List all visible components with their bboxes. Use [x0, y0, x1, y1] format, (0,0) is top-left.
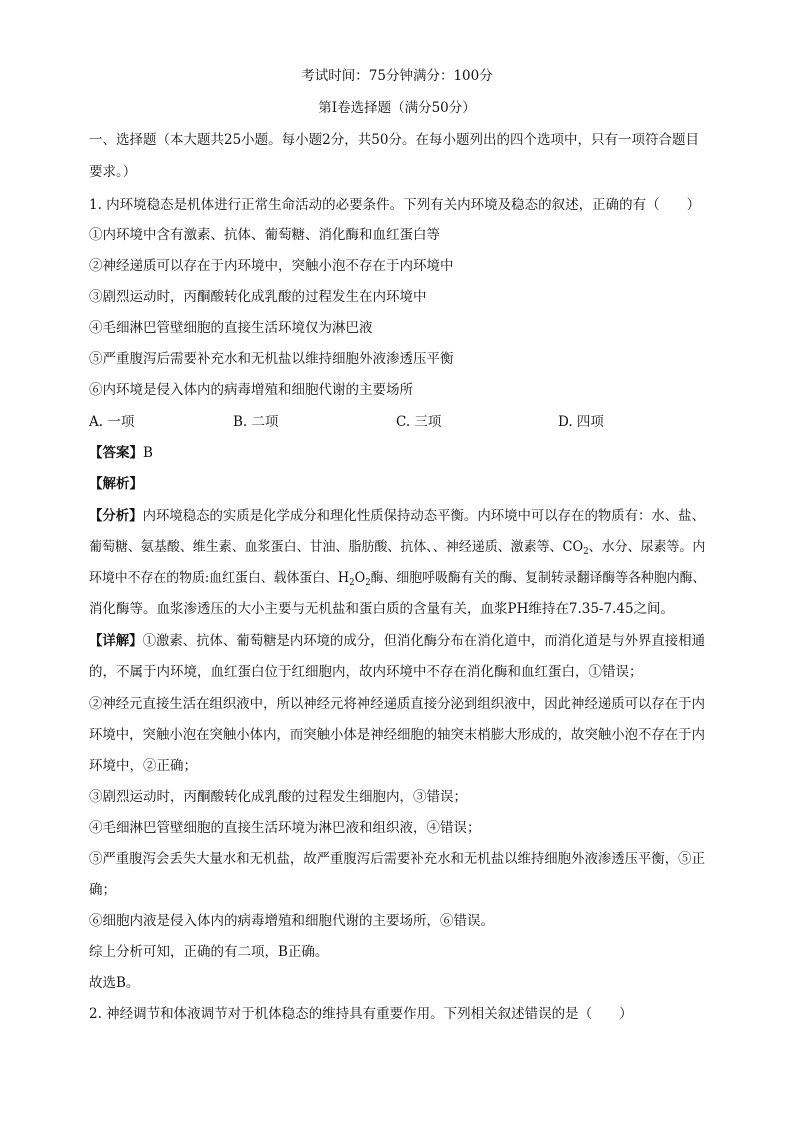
xiangjie-line-4: 环境中，突触小泡在突触小体内，而突触小体是神经细胞的轴突末梢膨大形成的，故突触小泡不存在于内 [89, 727, 705, 743]
analysis-tag: 【解析】 [89, 476, 143, 492]
xiangjie-line-9: 确； [89, 882, 116, 898]
xiangjie-line-8: ⑤严重腹泻会丢失大量水和无机盐，故严重腹泻后需要补充水和无机盐以维持细胞外液渗透压平衡，⑤正 [89, 851, 705, 867]
q1-statement-5: ⑤严重腹泻后需要补充水和无机盐以维持细胞外液渗透压平衡 [89, 351, 454, 367]
choose-line: 故选B。 [89, 975, 140, 991]
fenxi-text-3b: O [354, 570, 366, 586]
summary-line: 综上分析可知，正确的有二项，B正确。 [89, 944, 329, 960]
fenxi-text-3a: 环境中不存在的物质:血红蛋白、载体蛋白、H [89, 570, 350, 586]
xiangjie-line-1 [89, 631, 705, 651]
q1-option-c: C. 三项 [396, 414, 442, 430]
co2-subscript: 2 [583, 547, 589, 557]
q1-option-d: D. 四项 [558, 414, 604, 430]
fenxi-line-4: 消化酶等。血浆渗透压的大小主要与无机盐和蛋白质的含量有关，血浆PH维持在7.35-7.45之间。 [89, 601, 675, 617]
h2-subscript: 2 [349, 578, 355, 588]
xiangjie-line-10: ⑥细胞内液是侵入体内的病毒增殖和细胞代谢的主要场所，⑥错误。 [89, 913, 494, 929]
fenxi-line-1 [89, 506, 705, 526]
section-instruction-line2: 要求。） [89, 164, 137, 180]
exam-time-line: 考试时间：75分钟满分：100分 [301, 68, 493, 84]
answer-tag: 【答案】 [89, 445, 143, 461]
fenxi-text-2a: 葡萄糖、氨基酸、维生素、血浆蛋白、甘油、脂肪酸、抗体、、神经递质、激素等、CO [89, 539, 584, 555]
q1-option-a: A. 一项 [89, 414, 135, 430]
question-2-stem: 2. 神经调节和体液调节对于机体稳态的维持具有重要作用。下列相关叙述错误的是（ ） [89, 1006, 633, 1022]
xiangjie-line-6: ③剧烈运动时，丙酮酸转化成乳酸的过程发生细胞内，③错误； [89, 789, 467, 805]
q1-statement-1: ①内环境中含有激素、抗体、葡萄糖、消化酶和血红蛋白等 [89, 227, 440, 243]
fenxi-text-1: 内环境稳态的实质是化学成分和理化性质保持动态平衡。内环境中可以存在的物质有：水、盐、 [142, 508, 705, 524]
fenxi-line-3 [89, 568, 705, 593]
part-title: 第Ⅰ卷选择题（满分50分） [318, 100, 476, 116]
xiangjie-tag: 【详解】 [89, 633, 143, 649]
q1-statement-2: ②神经递质可以存在于内环境中，突触小泡不存在于内环境中 [89, 258, 454, 274]
fenxi-tag: 【分析】 [89, 508, 143, 524]
q1-statement-4: ④毛细淋巴管壁细胞的直接生活环境仅为淋巴液 [89, 320, 373, 336]
answer-value: B [143, 445, 153, 461]
q1-statement-3: ③剧烈运动时，丙酮酸转化成乳酸的过程发生在内环境中 [89, 289, 427, 305]
xiangjie-line-3: ②神经元直接生活在组织液中，所以神经元将神经递质直接分泌到组织液中，因此神经递质可以存在于内 [89, 696, 705, 712]
q1-option-b: B. 二项 [233, 414, 279, 430]
section-instruction-line1: 一、选择题（本大题共25小题。每小题2分，共50分。在每小题列出的四个选项中，只有一项符合题目 [89, 132, 699, 148]
fenxi-line-2 [89, 537, 705, 562]
fenxi-text-3c: 酶、细胞呼吸酶有关的酶、复制转录翻译酶等各种胞内酶、 [370, 570, 706, 586]
xiangjie-line-7: ④毛细淋巴管壁细胞的直接生活环境为淋巴液和组织液，④错误； [89, 820, 481, 836]
q1-statement-6: ⑥内环境是侵入体内的病毒增殖和细胞代谢的主要场所 [89, 382, 413, 398]
xiangjie-line-5: 环境中，②正确； [89, 758, 197, 774]
fenxi-text-2b: 、水分、尿素等。内 [588, 539, 706, 555]
question-1-stem: 1. 内环境稳态是机体进行正常生命活动的必要条件。下列有关内环境及稳态的叙述，正确的有（ ） [89, 197, 701, 213]
xiangjie-text-1: ①激素、抗体、葡萄糖是内环境的成分，但消化酶分布在消化道中，而消化道是与外界直接相通 [142, 633, 705, 649]
xiangjie-line-2: 的，不属于内环境，血红蛋白位于红细胞内，故内环境中不存在消化酶和血红蛋白，①错误； [89, 664, 643, 680]
o2-subscript: 2 [365, 578, 371, 588]
q1-answer-line [89, 443, 153, 463]
